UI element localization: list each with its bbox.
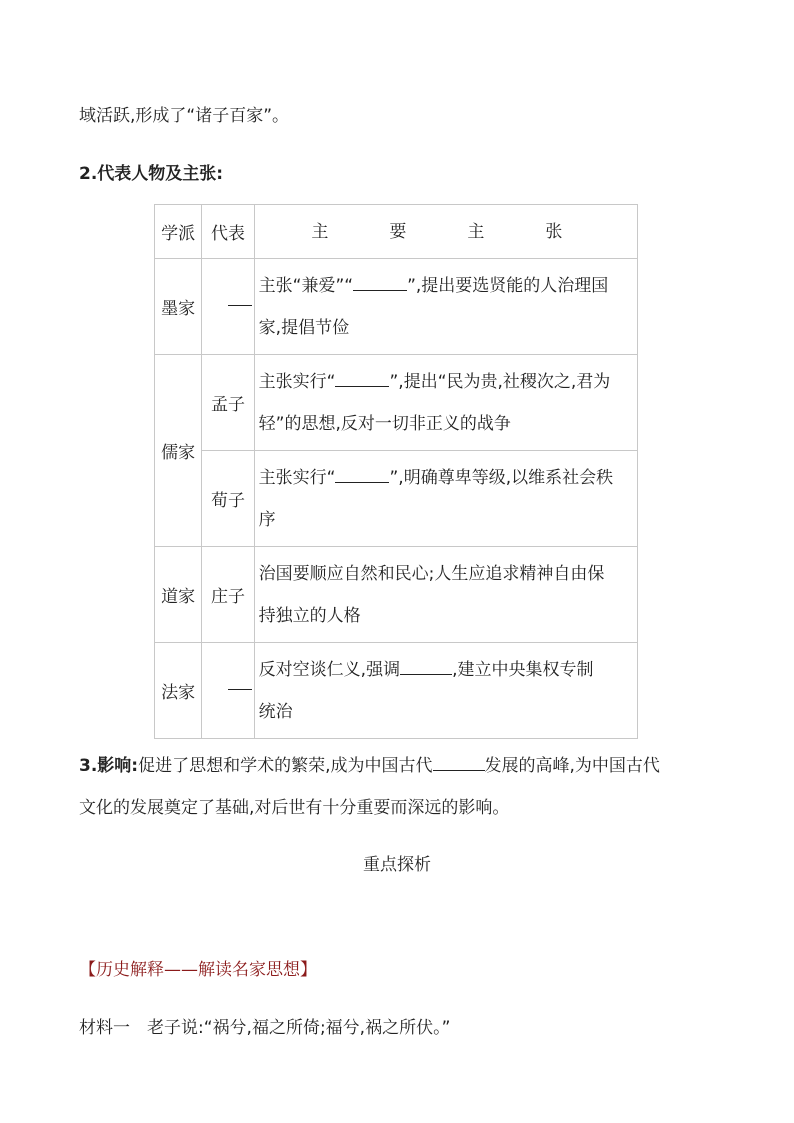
- prop-mengzi: [254, 355, 637, 451]
- prop-text: ”,提出要选贤能的人治理国: [407, 275, 609, 296]
- prop-text: 反对空谈仁义,强调: [258, 659, 401, 680]
- prop-text: ”,提出“民为贵,社稷次之,君为: [389, 371, 611, 392]
- blank-dash: [228, 305, 252, 306]
- fill-blank: [400, 659, 452, 675]
- prop-text: 序: [258, 509, 276, 530]
- fill-blank: [433, 755, 485, 771]
- section3-label: 3.影响:: [79, 756, 139, 776]
- table-row-xunzi: [155, 451, 638, 547]
- rep-zhuangzi: 庄子: [202, 547, 254, 643]
- material-one: 材料一 老子说:“祸兮,福之所倚;福兮,祸之所伏。”: [79, 1018, 451, 1038]
- fill-blank: [353, 275, 407, 291]
- table-row-mojia: [155, 259, 638, 355]
- header-representative: 代表: [202, 205, 254, 259]
- section3-text-a: 促进了思想和学术的繁荣,成为中国古代: [138, 756, 433, 776]
- school-daojia: 道家: [155, 547, 202, 643]
- prop-text: 治国要顺应自然和民心;人生应追求精神自由保: [258, 563, 605, 584]
- rep-fajia-blank: [202, 643, 254, 739]
- prop-daojia: [254, 547, 637, 643]
- table-row-daojia: [155, 547, 638, 643]
- table-row-fajia: [155, 643, 638, 739]
- prop-text: ,建立中央集权专制: [452, 659, 594, 680]
- fill-blank: [335, 371, 389, 387]
- table-row-mengzi: [155, 355, 638, 451]
- prop-fajia: [254, 643, 637, 739]
- prop-text: ”,明确尊卑等级,以维系社会秩: [389, 467, 614, 488]
- prop-text: 主张实行“: [258, 467, 336, 488]
- prop-mojia: [254, 259, 637, 355]
- blank-dash: [228, 689, 252, 690]
- analysis-title: 重点探析: [363, 855, 431, 875]
- section3-text-b: 发展的高峰,为中国古代: [484, 756, 660, 776]
- school-fajia: 法家: [155, 643, 202, 739]
- history-heading: 【历史解释——解读名家思想】: [79, 960, 317, 980]
- prop-xunzi: [254, 451, 637, 547]
- rep-mojia-blank: [202, 259, 254, 355]
- prop-text: 轻”的思想,反对一切非正义的战争: [258, 413, 511, 434]
- fill-blank: [335, 467, 389, 483]
- section3-line2: 文化的发展奠定了基础,对后世有十分重要而深远的影响。: [79, 798, 510, 818]
- school-mojia: 墨家: [155, 259, 202, 355]
- header-propositions: 主 要 主 张: [254, 205, 637, 259]
- rep-xunzi: 荀子: [202, 451, 254, 547]
- prop-text: 家,提倡节俭: [258, 317, 350, 338]
- section2-title: 2.代表人物及主张:: [79, 164, 224, 184]
- section3-line1: [79, 754, 660, 778]
- intro-tail-text: 域活跃,形成了“诸子百家”。: [79, 106, 290, 126]
- prop-text: 主张“兼爱”“: [258, 275, 354, 296]
- prop-text: 持独立的人格: [258, 605, 361, 626]
- schools-table: [154, 204, 638, 739]
- table-header-row: [155, 205, 638, 259]
- rep-mengzi: 孟子: [202, 355, 254, 451]
- school-rujia: 儒家: [155, 355, 202, 547]
- header-school: 学派: [155, 205, 202, 259]
- prop-text: 主张实行“: [258, 371, 336, 392]
- prop-text: 统治: [258, 701, 293, 722]
